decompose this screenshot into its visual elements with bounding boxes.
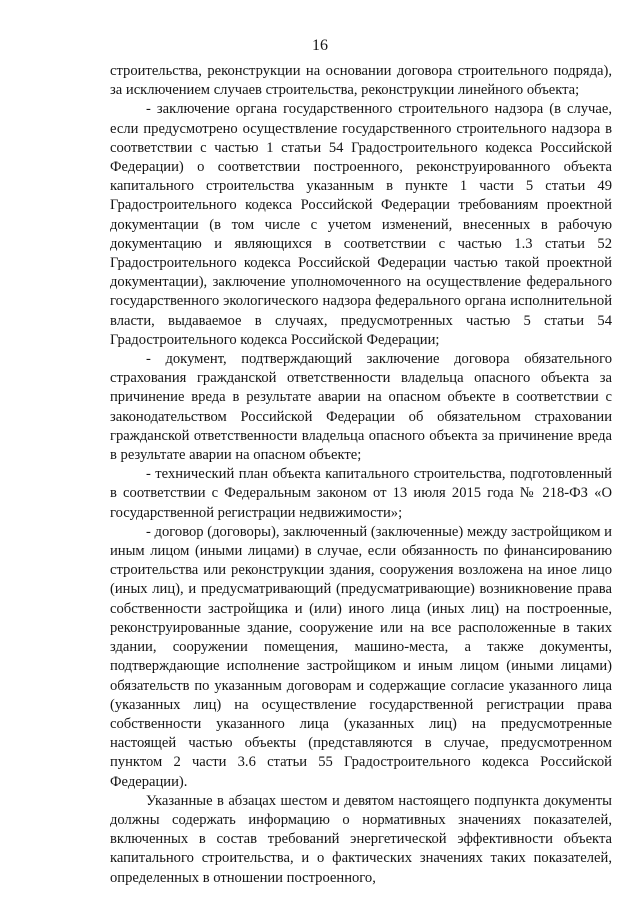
paragraph-financing-agreement: - договор (договоры), заключенный (заключенные) между застройщиком и иным лицом (иными лицами) в случае, если обязанность по финансированию строительства или реконструкции здания, сооружения возложена на иное лицо (иных лиц), и предусматривающий (предусматривающие) возникновение права собственности застройщика и (или) иного лица (иных лиц) на построенные, реконструированные здание, сооружение или на все расположенные в таких здании, сооружении помещения, машино-места, а также документы, подтверждающие исполнение застройщиком и иным лицом (иными лицами) обязательств по указанным договорам и содержащие согласие указанного лица (указанных лиц) на осуществление государственной регистрации права собственности указанного лица (указанных лиц) на предусмотренные настоящей частью объекты (представляются в случае, предусмотренном пунктом 2 части 3.6 статьи 55 Градостроительного кодекса Российской Федерации). — [110, 523, 612, 790]
paragraph-insurance-document: - документ, подтверждающий заключение договора обязательного страхования гражданской ответственности владельца опасного объекта за причинение вреда в результате аварии на опасном объекте в соответствии с законодательством Российской Федерации об обязательном страховании гражданской ответственности владельца опасного объекта за причинение вреда в результате аварии на опасном объекте; — [110, 351, 612, 464]
document-body — [110, 62, 612, 888]
page-number: 16 — [312, 37, 328, 54]
paragraph-state-supervision-conclusion: - заключение органа государственного строительного надзора (в случае, если предусмотрено осуществление государственного строительного надзора в соответствии с частью 1 статьи 54 Градостроительного кодекса Российской Федерации) о соответствии построенного, реконструированного объекта капитального строительства указанным в пункте 1 части 5 статьи 49 Градостроительного кодекса Российской Федерации требованиям проектной документации (в том числе с учетом изменений, внесенных в рабочую документацию и являющихся в соответствии с частью 1.3 статьи 52 Градостроительного кодекса Российской Федерации частью такой проектной документации), заключение уполномоченного на осуществление федерального государственного экологического надзора федерального органа исполнительной власти, выдаваемое в случаях, предусмотренных частью 5 статьи 54 Градостроительного кодекса Российской Федерации; — [110, 101, 612, 348]
paragraph-technical-plan: - технический план объекта капитального строительства, подготовленный в соответствии с Федеральным законом от 13 июля 2015 года № 218-ФЗ «О государственной регистрации недвижимости»; — [110, 466, 612, 521]
paragraph-energy-efficiency-requirements: Указанные в абзацах шестом и девятом настоящего подпункта документы должны содержать информацию о нормативных значениях показателей, включенных в состав требований энергетической эффективности объекта капитального строительства, и о фактических значениях таких показателей, определенных в отношении построенного, — [110, 792, 612, 886]
paragraph-continuation: строительства, реконструкции на основании договора строительного подряда), за исключением случаев строительства, реконструкции линейного объекта; — [110, 63, 612, 99]
